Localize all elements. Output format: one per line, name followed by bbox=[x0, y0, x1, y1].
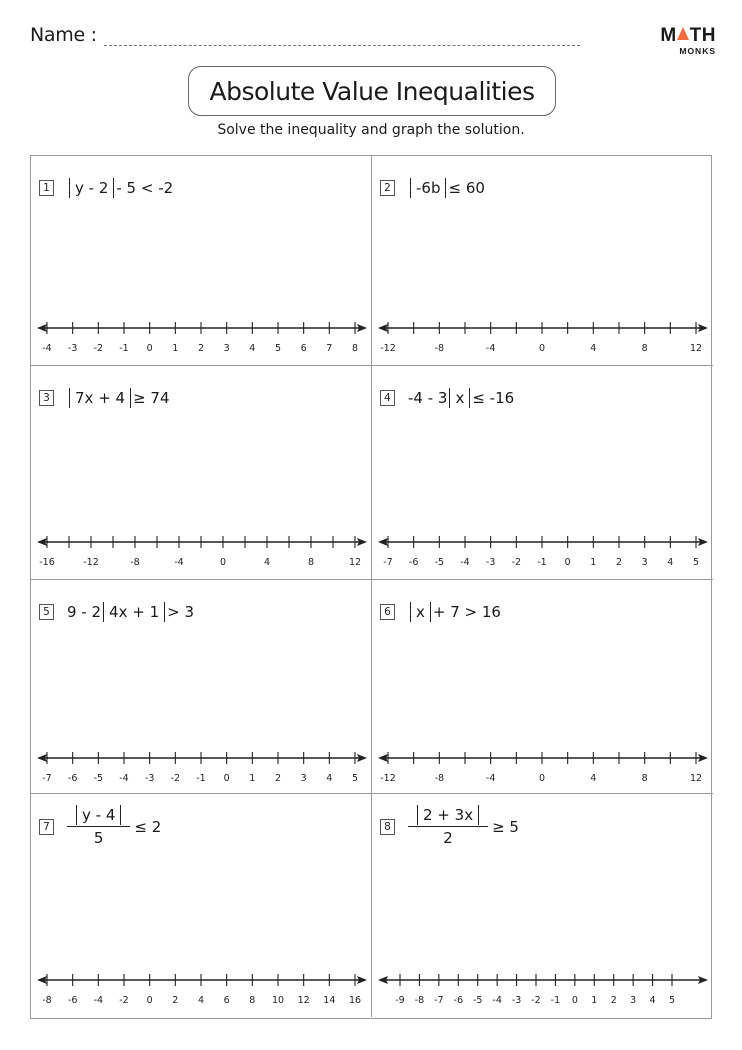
worksheet-title: Absolute Value Inequalities bbox=[209, 76, 535, 106]
problem-number: 6 bbox=[380, 604, 395, 620]
problem-number: 8 bbox=[380, 819, 395, 835]
number-line-svg[interactable] bbox=[378, 748, 708, 784]
problem-expression bbox=[380, 602, 501, 622]
svg-text:10: 10 bbox=[271, 995, 285, 1006]
svg-text:2: 2 bbox=[274, 773, 282, 784]
svg-text:-1: -1 bbox=[196, 773, 206, 784]
svg-text:0: 0 bbox=[538, 343, 546, 354]
problem-expression bbox=[380, 178, 485, 198]
svg-text:-9: -9 bbox=[395, 995, 405, 1006]
svg-text:-3: -3 bbox=[485, 557, 496, 568]
svg-text:-8: -8 bbox=[434, 343, 445, 354]
svg-text:-6: -6 bbox=[408, 557, 419, 568]
absolute-value: 4x + 1 bbox=[103, 602, 165, 622]
svg-text:3: 3 bbox=[630, 995, 637, 1006]
svg-text:-4: -4 bbox=[485, 343, 496, 354]
number-line[interactable] bbox=[37, 748, 367, 788]
svg-text:-5: -5 bbox=[434, 557, 445, 568]
expr-post: > 3 bbox=[167, 603, 195, 621]
svg-text:0: 0 bbox=[146, 995, 153, 1006]
svg-text:-7: -7 bbox=[383, 557, 393, 568]
problem-cell-6[interactable] bbox=[372, 580, 713, 794]
number-line[interactable] bbox=[378, 532, 708, 572]
absolute-value: y - 2 bbox=[69, 178, 114, 198]
svg-text:4: 4 bbox=[249, 343, 256, 354]
svg-text:3: 3 bbox=[641, 557, 648, 568]
svg-text:-6: -6 bbox=[67, 773, 78, 784]
number-line[interactable] bbox=[378, 748, 708, 788]
problem-cell-8[interactable] bbox=[372, 794, 713, 1017]
svg-text:-4: -4 bbox=[174, 557, 184, 568]
expr-post: - 5 < -2 bbox=[116, 179, 174, 197]
svg-text:-5: -5 bbox=[93, 773, 104, 784]
number-line-svg[interactable] bbox=[37, 532, 367, 568]
svg-text:8: 8 bbox=[641, 773, 648, 784]
svg-text:-4: -4 bbox=[93, 995, 104, 1006]
svg-text:12: 12 bbox=[689, 773, 703, 784]
svg-text:0: 0 bbox=[538, 773, 546, 784]
absolute-value: x bbox=[449, 388, 470, 408]
svg-text:12: 12 bbox=[689, 343, 703, 354]
svg-text:4: 4 bbox=[326, 773, 333, 784]
svg-text:12: 12 bbox=[297, 995, 310, 1006]
name-row bbox=[30, 24, 97, 46]
svg-text:-8: -8 bbox=[414, 995, 425, 1006]
svg-text:-4: -4 bbox=[119, 773, 129, 784]
svg-text:-1: -1 bbox=[119, 343, 129, 354]
expr-post: ≤ 60 bbox=[448, 179, 485, 197]
svg-text:4: 4 bbox=[667, 557, 674, 568]
svg-text:4: 4 bbox=[590, 773, 597, 784]
problem-number: 3 bbox=[39, 390, 54, 406]
problem-number: 1 bbox=[39, 180, 54, 196]
svg-text:4: 4 bbox=[263, 557, 271, 568]
svg-text:8: 8 bbox=[351, 343, 359, 354]
problem-number: 5 bbox=[39, 604, 54, 620]
problem-cell-3[interactable] bbox=[31, 366, 372, 580]
svg-text:-8: -8 bbox=[42, 995, 52, 1006]
absolute-value: -6b bbox=[410, 178, 446, 198]
svg-text:-8: -8 bbox=[434, 773, 445, 784]
svg-text:0: 0 bbox=[571, 995, 578, 1006]
svg-text:-2: -2 bbox=[119, 995, 129, 1006]
svg-text:4: 4 bbox=[649, 995, 656, 1006]
svg-text:5: 5 bbox=[692, 557, 700, 568]
svg-text:6: 6 bbox=[223, 995, 230, 1006]
problem-expression bbox=[39, 602, 194, 622]
denominator: 2 bbox=[443, 829, 453, 847]
svg-text:2: 2 bbox=[172, 995, 179, 1006]
fraction bbox=[67, 806, 130, 847]
absolute-value: 2 + 3x bbox=[417, 805, 479, 825]
svg-text:-2: -2 bbox=[531, 995, 541, 1006]
svg-text:0: 0 bbox=[564, 557, 571, 568]
expr-post: ≥ 74 bbox=[133, 389, 170, 407]
svg-text:-8: -8 bbox=[130, 557, 140, 568]
number-line-svg[interactable] bbox=[37, 318, 367, 354]
problem-expression bbox=[39, 178, 173, 198]
svg-text:-12: -12 bbox=[380, 343, 396, 354]
number-line[interactable] bbox=[378, 318, 708, 358]
svg-text:-1: -1 bbox=[550, 995, 561, 1006]
problem-expression bbox=[39, 388, 170, 408]
problem-cell-1[interactable] bbox=[31, 156, 372, 366]
svg-text:-1: -1 bbox=[537, 557, 547, 568]
triangle-a-icon bbox=[677, 27, 689, 40]
number-line-svg[interactable] bbox=[378, 532, 708, 568]
svg-text:0: 0 bbox=[223, 773, 230, 784]
svg-text:7: 7 bbox=[326, 343, 333, 354]
svg-text:16: 16 bbox=[348, 995, 362, 1006]
problem-grid bbox=[30, 155, 712, 1019]
svg-text:1: 1 bbox=[590, 557, 597, 568]
number-line[interactable] bbox=[37, 318, 367, 358]
number-line-svg[interactable] bbox=[378, 318, 708, 354]
problem-number: 2 bbox=[380, 180, 395, 196]
svg-text:0: 0 bbox=[146, 343, 153, 354]
svg-text:1: 1 bbox=[591, 995, 598, 1006]
svg-text:-2: -2 bbox=[511, 557, 522, 568]
svg-text:5: 5 bbox=[668, 995, 676, 1006]
svg-text:-7: -7 bbox=[434, 995, 444, 1006]
problem-cell-4[interactable] bbox=[372, 366, 713, 580]
problem-cell-7[interactable] bbox=[31, 794, 372, 1017]
svg-text:3: 3 bbox=[300, 773, 307, 784]
svg-text:6: 6 bbox=[300, 343, 307, 354]
svg-text:-7: -7 bbox=[42, 773, 52, 784]
svg-text:14: 14 bbox=[323, 995, 336, 1006]
svg-text:2: 2 bbox=[615, 557, 623, 568]
svg-text:5: 5 bbox=[351, 773, 359, 784]
expr-post: ≥ 5 bbox=[492, 817, 519, 836]
worksheet-title-box bbox=[188, 66, 556, 116]
svg-text:5: 5 bbox=[274, 343, 282, 354]
svg-text:-2: -2 bbox=[170, 773, 181, 784]
number-line-svg[interactable] bbox=[37, 748, 367, 784]
svg-text:4: 4 bbox=[590, 343, 597, 354]
number-line[interactable] bbox=[37, 532, 367, 572]
svg-text:-3: -3 bbox=[67, 343, 78, 354]
name-input-line[interactable] bbox=[104, 45, 580, 46]
fraction bbox=[408, 806, 488, 847]
svg-text:1: 1 bbox=[249, 773, 256, 784]
svg-text:-4: -4 bbox=[485, 773, 496, 784]
svg-text:4: 4 bbox=[197, 995, 205, 1006]
svg-text:1: 1 bbox=[172, 343, 179, 354]
svg-text:2: 2 bbox=[610, 995, 617, 1006]
problem-expression bbox=[39, 806, 161, 847]
problem-cell-2[interactable] bbox=[372, 156, 713, 366]
svg-text:-6: -6 bbox=[67, 995, 78, 1006]
expr-pre: 9 - 2 bbox=[67, 603, 102, 621]
problem-expression bbox=[380, 388, 514, 408]
svg-text:0: 0 bbox=[219, 557, 227, 568]
svg-text:-12: -12 bbox=[83, 557, 99, 568]
problem-cell-5[interactable] bbox=[31, 580, 372, 794]
svg-text:8: 8 bbox=[249, 995, 256, 1006]
expr-pre: -4 - 3 bbox=[408, 389, 448, 407]
absolute-value: x bbox=[410, 602, 431, 622]
problem-number: 4 bbox=[380, 390, 395, 406]
svg-text:-6: -6 bbox=[453, 995, 464, 1006]
svg-text:-5: -5 bbox=[472, 995, 483, 1006]
absolute-value: 7x + 4 bbox=[69, 388, 131, 408]
svg-text:3: 3 bbox=[223, 343, 230, 354]
svg-text:-16: -16 bbox=[39, 557, 55, 568]
svg-text:-3: -3 bbox=[511, 995, 522, 1006]
denominator: 5 bbox=[93, 829, 104, 847]
expr-post: + 7 > 16 bbox=[432, 603, 501, 621]
svg-text:-4: -4 bbox=[460, 557, 470, 568]
number-line-svg[interactable] bbox=[378, 970, 708, 1006]
number-line[interactable] bbox=[378, 970, 708, 1010]
logo-text-m: M bbox=[660, 25, 677, 46]
name-label: Name : bbox=[30, 24, 97, 46]
svg-text:8: 8 bbox=[641, 343, 648, 354]
svg-text:-12: -12 bbox=[380, 773, 396, 784]
expr-post: ≤ 2 bbox=[134, 817, 162, 836]
svg-text:-2: -2 bbox=[93, 343, 104, 354]
svg-text:2: 2 bbox=[197, 343, 205, 354]
svg-text:-3: -3 bbox=[144, 773, 155, 784]
instructions: Solve the inequality and graph the solution. bbox=[217, 122, 525, 138]
svg-text:-4: -4 bbox=[42, 343, 52, 354]
svg-text:8: 8 bbox=[307, 557, 315, 568]
problem-expression bbox=[380, 806, 519, 847]
logo-text-th: TH bbox=[689, 25, 716, 46]
svg-text:12: 12 bbox=[348, 557, 362, 568]
problem-number: 7 bbox=[39, 819, 54, 835]
math-monks-logo bbox=[656, 26, 716, 56]
logo-subtext: MONKS bbox=[679, 46, 716, 56]
expr-post: ≤ -16 bbox=[472, 389, 515, 407]
svg-text:-4: -4 bbox=[492, 995, 502, 1006]
number-line[interactable] bbox=[37, 970, 367, 1010]
absolute-value: y - 4 bbox=[76, 805, 121, 825]
number-line-svg[interactable] bbox=[37, 970, 367, 1006]
